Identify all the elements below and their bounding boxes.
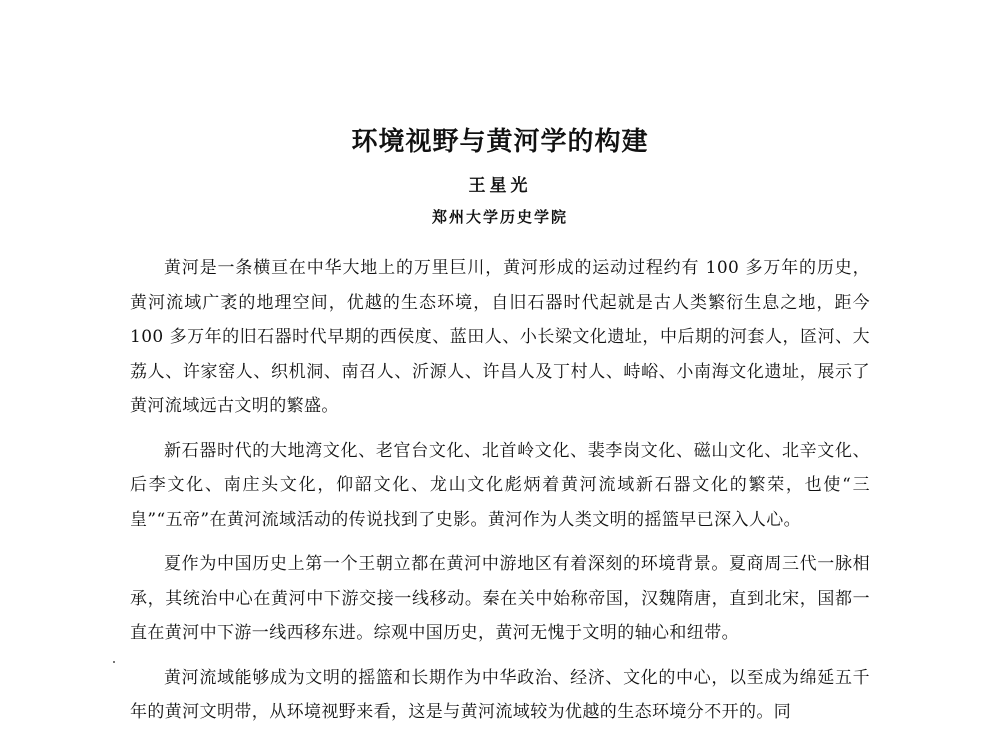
article-body xyxy=(130,251,870,740)
paragraph-2: 新石器时代的大地湾文化、老官台文化、北首岭文化、裴李岗文化、磁山文化、北辛文化、后李文化、南庄头文化，仰韶文化、龙山文化彪炳着黄河流域新石器文化的繁荣，也使“三皇”“五帝”在黄河流域活动的传说找到了史影。黄河作为人类文明的摇篮早已深入人心。 xyxy=(130,440,870,530)
author-affiliation: 郑州大学历史学院 xyxy=(431,208,568,226)
paragraph-1: 黄河是一条横亘在中华大地上的万里巨川，黄河形成的运动过程约有 100 多万年的历史，黄河流域广袤的地理空间，优越的生态环境，自旧石器时代起就是古人类繁衍生息之地，距今 100 多万年的旧石器时代早期的西侯度、蓝田人、小长梁文化遗址，中后期的河套人，匼河、大荔人、许家窑人、织机洞、南召人、沂源人、许昌人及丁村人、峙峪、小南海文化遗址，展示了黄河流域远古文明的繁盛。 xyxy=(130,258,870,416)
paragraph-4: 黄河流域能够成为文明的摇篮和长期作为中华政治、经济、文化的中心，以至成为绵延五千年的黄河文明带，从环境视野来看，这是与黄河流域较为优越的生态环境分不开的。同 xyxy=(130,667,870,722)
paragraph-3: 夏作为中国历史上第一个王朝立都在黄河中游地区有着深刻的环境背景。夏商周三代一脉相承，其统治中心在黄河中下游交接一线移动。秦在关中始称帝国，汉魏隋唐，直到北宋，国都一直在黄河中下游一线西移东进。综观中国历史，黄河无愧于文明的轴心和纽带。 xyxy=(130,554,870,643)
scan-speck xyxy=(113,661,115,663)
author-name: 王星光 xyxy=(468,176,532,196)
article-title: 环境视野与黄河学的构建 xyxy=(351,127,649,157)
